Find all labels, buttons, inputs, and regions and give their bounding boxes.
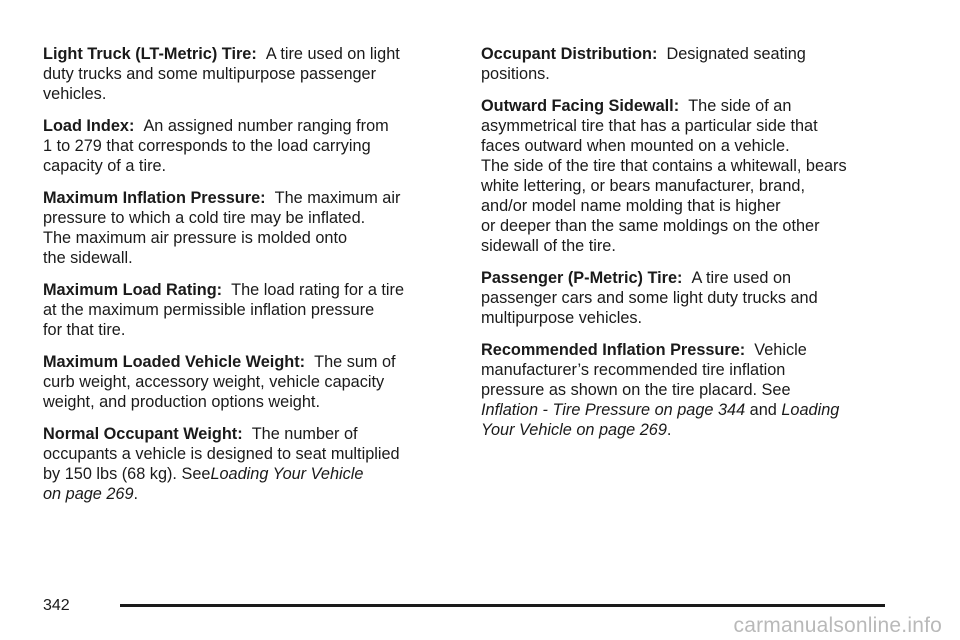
cross-reference-link[interactable]: Loading [781,401,840,419]
definition-text: manufacturer’s recommended tire inflation [481,361,786,379]
term-outward-facing-sidewall: Outward Facing Sidewall: [481,97,680,115]
definition-light-truck-tire [43,44,455,104]
cross-reference-link[interactable]: Your Vehicle on page 269 [481,421,667,439]
definition-text: by 150 lbs (68 kg). See [43,465,211,483]
definition-passenger-tire [481,268,893,328]
left-column [43,44,455,516]
definition-text: and/or model name molding that is higher [481,197,781,215]
definition-text: The load rating for a tire [231,281,405,299]
definition-text: for that tire. [43,321,126,339]
term-maximum-inflation-pressure: Maximum Inflation Pressure: [43,189,266,207]
definition-text: occupants a vehicle is designed to seat multiplied [43,445,400,463]
definition-text: passenger cars and some light duty trucks and [481,289,818,307]
definition-text: . [666,421,672,439]
definition-text: The side of an [688,97,792,115]
cross-reference-link[interactable]: Loading Your Vehicle [210,465,364,483]
definition-text: The side of the tire that contains a whitewall, bears [481,157,847,175]
definition-text: pressure as shown on the tire placard. See [481,381,791,399]
cross-reference-link[interactable]: on page 269 [43,485,134,503]
term-light-truck-tire: Light Truck (LT-Metric) Tire: [43,45,257,63]
definition-text: faces outward when mounted on a vehicle. [481,137,790,155]
definition-text: . [133,485,139,503]
definition-text: sidewall of the tire. [481,237,616,255]
definition-text: capacity of a tire. [43,157,167,175]
footer-rule [120,604,885,607]
term-maximum-load-rating: Maximum Load Rating: [43,281,223,299]
definition-text: the sidewall. [43,249,133,267]
cross-reference-link[interactable]: Inflation - Tire Pressure on page 344 [481,401,746,419]
page-number: 342 [43,597,70,614]
definition-text: Designated seating [666,45,806,63]
definition-maximum-inflation-pressure [43,188,455,268]
term-occupant-distribution: Occupant Distribution: [481,45,658,63]
definition-text: The maximum air [274,189,401,207]
definition-occupant-distribution [481,44,893,84]
definition-maximum-load-rating [43,280,455,340]
definition-text: vehicles. [43,85,107,103]
definition-text: The sum of [314,353,396,371]
watermark: carmanualsonline.info [733,614,942,637]
definition-text: weight, and production options weight. [43,393,320,411]
definition-text: An assigned number ranging from [143,117,389,135]
definition-text: and [749,401,777,419]
right-column [481,44,893,452]
term-recommended-inflation-pressure: Recommended Inflation Pressure: [481,341,746,359]
definition-load-index [43,116,455,176]
definition-text: pressure to which a cold tire may be inflated. [43,209,366,227]
definition-text: at the maximum permissible inflation pressure [43,301,375,319]
definition-outward-facing-sidewall [481,96,893,256]
definition-text: duty trucks and some multipurpose passenger [43,65,377,83]
definition-normal-occupant-weight [43,424,455,504]
definition-recommended-inflation-pressure [481,340,893,440]
definition-text: A tire used on [691,269,792,287]
definition-text: white lettering, or bears manufacturer, brand, [481,177,805,195]
definition-text: positions. [481,65,550,83]
definition-text: asymmetrical tire that has a particular side that [481,117,818,135]
definition-text: A tire used on light [265,45,400,63]
definition-text: or deeper than the same moldings on the other [481,217,820,235]
term-load-index: Load Index: [43,117,135,135]
definition-text: 1 to 279 that corresponds to the load carrying [43,137,371,155]
definition-text: The maximum air pressure is molded onto [43,229,348,247]
definition-text: multipurpose vehicles. [481,309,643,327]
term-passenger-tire: Passenger (P-Metric) Tire: [481,269,683,287]
definition-maximum-loaded-vehicle-weight [43,352,455,412]
definition-text: curb weight, accessory weight, vehicle capacity [43,373,385,391]
definition-text: The number of [251,425,358,443]
term-maximum-loaded-vehicle-weight: Maximum Loaded Vehicle Weight: [43,353,306,371]
term-normal-occupant-weight: Normal Occupant Weight: [43,425,243,443]
definition-text: Vehicle [754,341,807,359]
